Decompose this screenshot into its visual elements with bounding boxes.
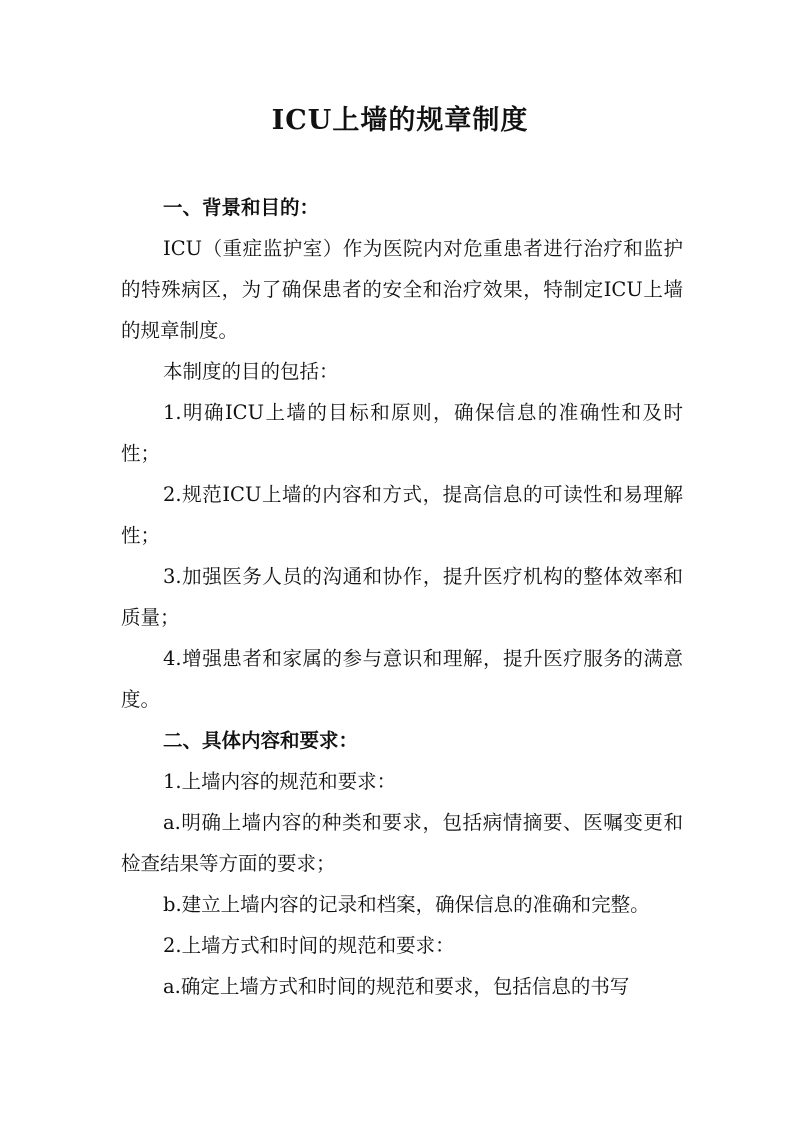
paragraph-purpose-lead: 本制度的目的包括： <box>163 360 339 383</box>
purpose-item-1: 1.明确ICU上墙的目标和原则，确保信息的准确性和及时性； <box>121 401 683 465</box>
requirement-2a: a.确定上墙方式和时间的规范和要求，包括信息的书写 <box>163 975 630 998</box>
section-heading-content: 二、具体内容和要求： <box>163 729 359 752</box>
document-title: ICU上墙的规章制度 <box>271 105 529 136</box>
requirement-1: 1.上墙内容的规范和要求： <box>163 770 397 793</box>
requirement-1a: a.明确上墙内容的种类和要求，包括病情摘要、医嘱变更和检查结果等方面的要求； <box>121 811 683 875</box>
document-body <box>121 187 683 1007</box>
purpose-item-4: 4.增强患者和家属的参与意识和理解，提升医疗服务的满意度。 <box>121 647 683 711</box>
requirement-2: 2.上墙方式和时间的规范和要求： <box>163 934 455 957</box>
paragraph-intro: ICU（重症监护室）作为医院内对危重患者进行治疗和监护的特殊病区，为了确保患者的安全和治疗效果，特制定ICU上墙的规章制度。 <box>121 237 683 342</box>
requirement-1b: b.建立上墙内容的记录和档案，确保信息的准确和完整。 <box>163 893 650 916</box>
purpose-item-2: 2.规范ICU上墙的内容和方式，提高信息的可读性和易理解性； <box>121 483 683 547</box>
purpose-item-3: 3.加强医务人员的沟通和协作，提升医疗机构的整体效率和质量； <box>121 565 683 629</box>
section-heading-background: 一、背景和目的： <box>163 196 320 219</box>
